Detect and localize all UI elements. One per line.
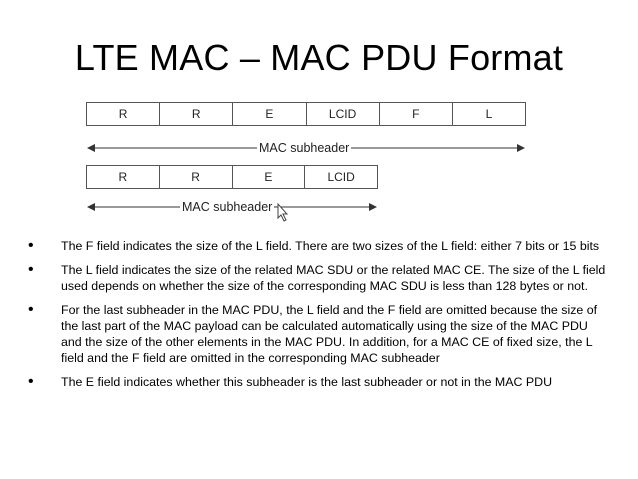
bullet-item [28, 262, 608, 294]
field-e: E [232, 166, 305, 188]
bullet-item [28, 238, 608, 254]
bullet-text: The L field indicates the size of the related MAC SDU or the related MAC CE. The size of the L field used depends on whether the size of the corresponding MAC SDU is less than 128 bytes or not. [61, 263, 606, 293]
bullet-item [28, 374, 608, 390]
field-e: E [232, 103, 305, 125]
field-r: R [118, 170, 128, 184]
bullet-text: The E field indicates whether this subheader is the last subheader or not in the MAC PDU [61, 375, 553, 389]
bullet-icon: • [28, 261, 34, 278]
bullet-icon: • [28, 301, 34, 318]
bullet-list [28, 238, 608, 398]
field-r: R [118, 107, 128, 121]
slide-title: LTE MAC – MAC PDU Format [74, 37, 564, 78]
field-f: F [379, 103, 452, 125]
field-lcid: LCID [304, 166, 377, 188]
bullet-icon: • [28, 373, 34, 390]
field-r: R [159, 103, 232, 125]
subheader-label-2: MAC subheader [182, 200, 273, 214]
field-l: L [452, 103, 525, 125]
field-lcid: LCID [306, 103, 379, 125]
mac-subheader-with-length [86, 102, 526, 126]
bullet-icon: • [28, 237, 34, 254]
mac-subheader-short [86, 165, 378, 189]
bullet-text: For the last subheader in the MAC PDU, the L field and the F field are omitted because the size of the last part of the MAC payload can be calculated automatically using the size of the MAC PDU and the size of the other elements in the MAC PDU. In addition, for a MAC CE of fixed size, the L field and the F field are omitted in the corresponding MAC subheader [61, 303, 598, 365]
bullet-text: The F field indicates the size of the L field. There are two sizes of the L field: either 7 bits or 15 bits [61, 239, 600, 253]
mac-pdu-diagram [0, 0, 638, 230]
subheader-label-1: MAC subheader [259, 141, 350, 155]
bullet-item [28, 302, 608, 366]
field-r: R [159, 166, 232, 188]
